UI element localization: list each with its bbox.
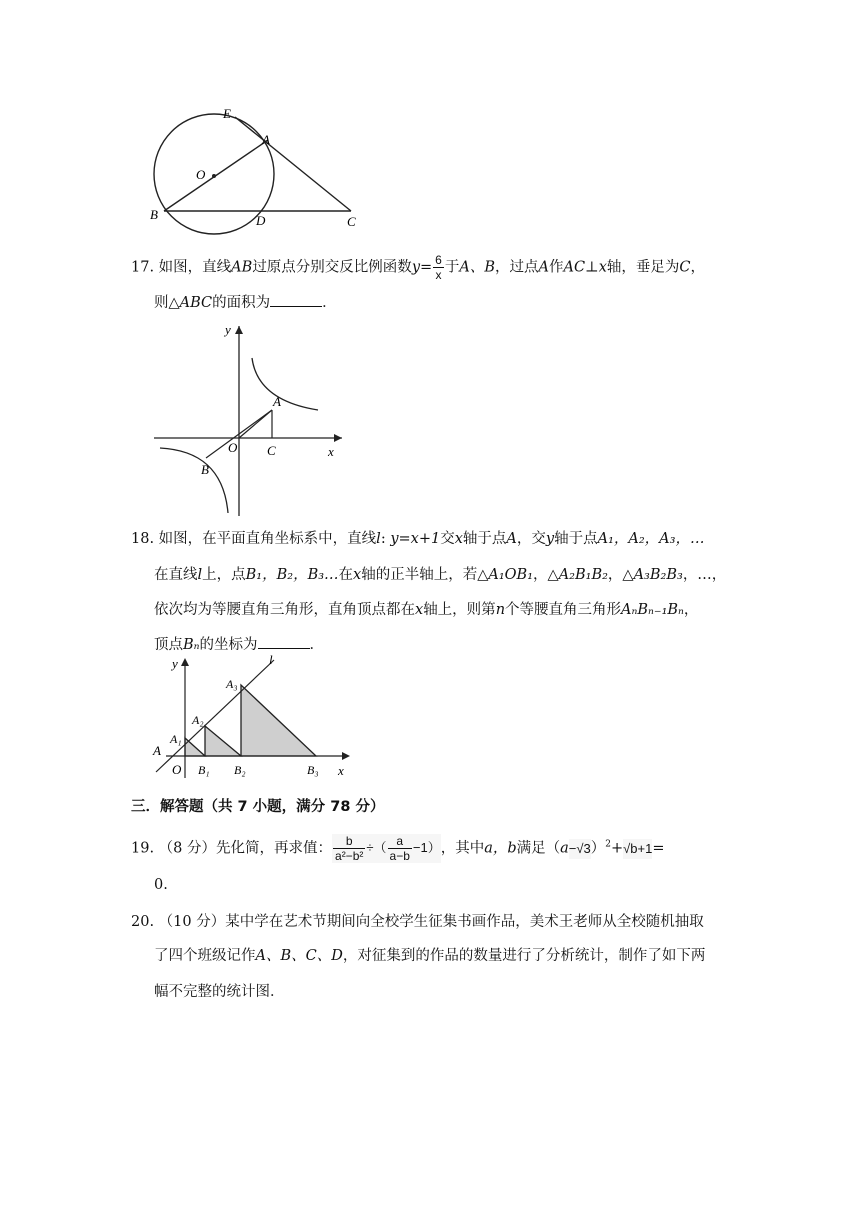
label-E: E — [223, 106, 231, 121]
q19-line2: 0. — [154, 877, 168, 893]
q20-line3: 幅不完整的统计图． — [154, 984, 285, 1000]
label-B2: B₂ — [234, 763, 246, 777]
label-A: A — [153, 743, 161, 758]
q20-line1: 20. （10 分）某中学在艺术节期间向全校学生征集书画作品，美术王老师从全校随机抽取 — [131, 914, 704, 930]
q17-number: 17. — [131, 259, 155, 276]
label-O: O — [172, 762, 182, 777]
label-C: C — [347, 214, 356, 229]
label-A3: A₃ — [226, 677, 238, 691]
section-heading: 三．解答题（共 7 小题，满分 78 分） — [131, 799, 385, 815]
q20-number: 20. — [131, 914, 155, 930]
q18-line4: 顶点Bₙ的坐标为 ． — [154, 634, 324, 655]
label-B: B — [150, 207, 158, 222]
q18-line2: 在直线l上，点B₁，B₂，B₃…在x轴的正半轴上，若△A₁OB₁，△A₂B₁B₂，△A₃B₂B₃，…， — [154, 567, 727, 583]
answer-blank — [258, 634, 310, 649]
q18-line1: 18. 如图，在平面直角坐标系中，直线l: y=x+1交x轴于点A，交y轴于点A₁，A₂，A₃，… — [131, 531, 705, 547]
q18-number: 18. — [131, 531, 155, 547]
label-l: l — [269, 654, 273, 667]
q17-line2: 则△ABC的面积为 ． — [154, 292, 337, 313]
label-A1: A₁ — [170, 732, 182, 746]
q18-line3: 依次均为等腰直角三角形，直角顶点都在x轴上，则第n个等腰直角三角形AₙBₙ₋₁Bₙ， — [154, 602, 699, 618]
q19-number: 19. — [131, 840, 155, 857]
label-C: C — [267, 443, 276, 458]
label-O: O — [196, 167, 206, 182]
q20-line2: 了四个班级记作A、B、C、D，对征集到的作品的数量进行了分析统计，制作了如下两 — [154, 948, 706, 964]
label-A: A — [273, 394, 281, 409]
q17-line1: 17. 如图，直线AB过原点分别交反比例函数y= $\frac{6}{x}$ 于A、B，过点A作AC⊥x轴，垂足为C， — [131, 253, 705, 282]
math-expression: $\frac{b}{\text{a²−b²}}$ ÷（ $\frac{a}{a-b}$ −1） — [332, 834, 441, 863]
label-B3: B₃ — [307, 763, 319, 777]
label-A: A — [262, 132, 270, 147]
label-x: x — [328, 444, 334, 459]
figure-17-hyperbola — [148, 318, 348, 518]
fraction-6-over-x: $\frac{6}{x}$ — [435, 253, 442, 282]
label-B: B — [201, 462, 209, 477]
q19-line1: 19. （8 分）先化简，再求值： $\frac{b}{\text{a²−b²}}$ ÷（ $\frac{a}{a-b}$ −1），其中a，b满足$(a-√3)^2+√b+1=$ — [131, 834, 665, 863]
label-O: O — [228, 440, 238, 455]
figure-18-triangles — [146, 654, 356, 784]
answer-blank — [270, 292, 322, 307]
label-D: D — [256, 213, 266, 228]
label-B1: B₁ — [198, 763, 210, 777]
label-y: y — [172, 656, 178, 671]
label-x: x — [338, 763, 344, 778]
label-A2: A₂ — [192, 713, 204, 727]
figure-16-circle — [140, 100, 380, 235]
label-y: y — [225, 322, 231, 337]
